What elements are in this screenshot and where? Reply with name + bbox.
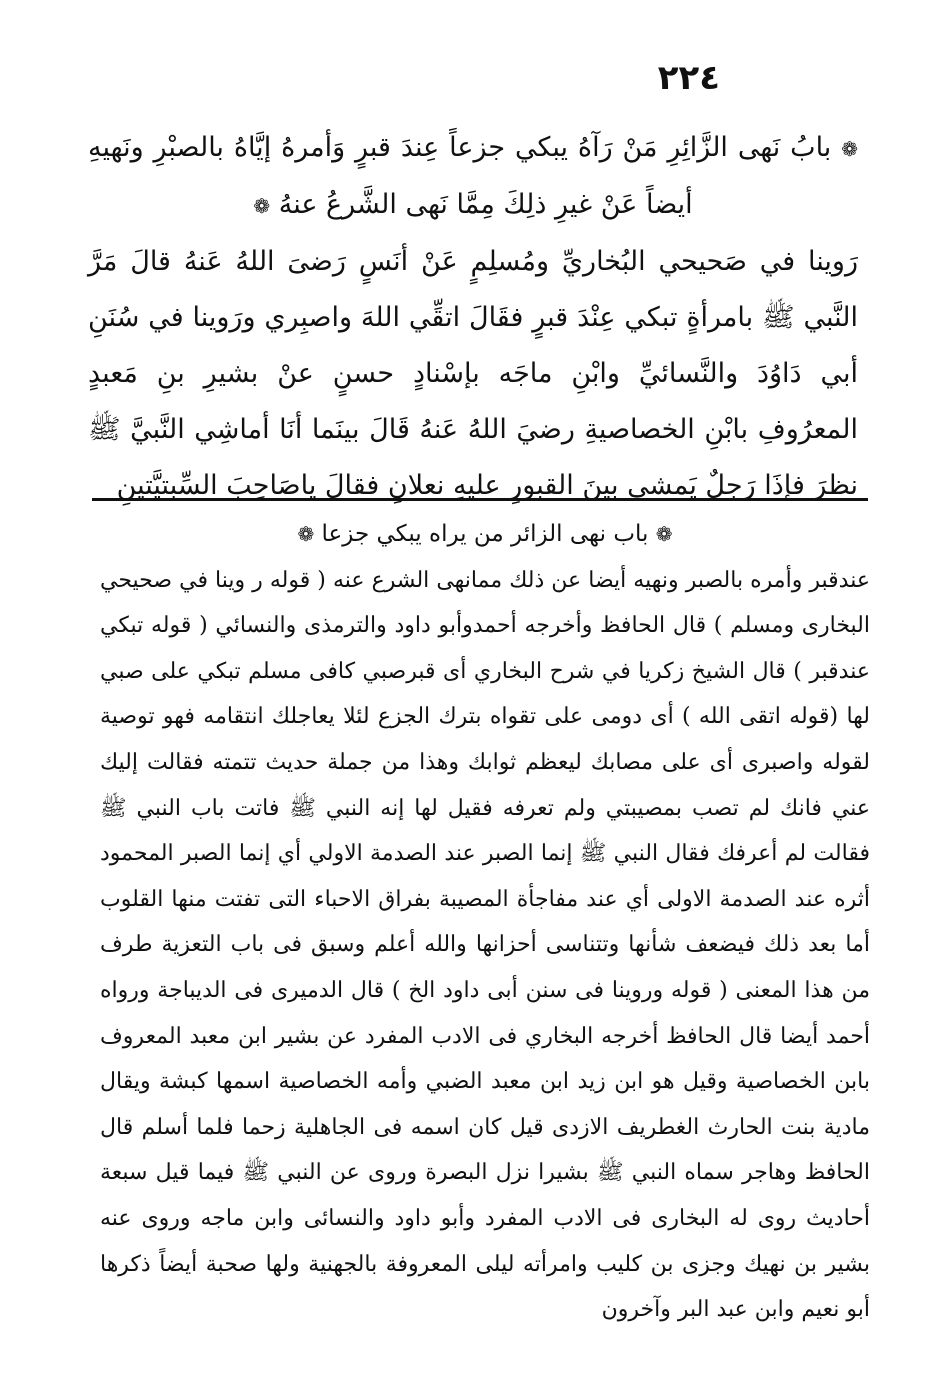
commentary-text: عندقبر وأمره بالصبر ونهيه أيضا عن ذلك ممانهى الشرع عنه ( قوله ر وينا في صحيحي البخارى ومسلم ) قال الحافظ وأخرجه أحمدوأبو داود والترمذى والنسائي ( قوله تبكي عندقبر ) قال الشيخ زكريا في شرح البخاري أى قبرصبي كافى مسلم تبكي على صبي لها (قوله اتقى الله ) أى دومى على تقواه بترك الجزع لئلا يعاجلك انتقامه فهو توصية لقوله واصبرى أى على مصابك ليعظم ثوابك وهذا من جملة حديث تتمته فقالت إليك عني فانك لم تصب بمصيبتي ولم تعرفه فقيل لها إنه النبي ﷺ فاتت باب النبي ﷺ فقالت لم أعرفك فقال النبي ﷺ إنما الصبر عند الصدمة الاولي أي إنما الصبر المحمود أثره عند الصدمة الاولى أي عند مفاجأة المصيبة بفراق الاحباء التى تفتت منها القلوب أما بعد ذلك فيضعف شأنها وتتناسى أحزانها والله أعلم وسبق فى باب التعزية طرف من هذا المعنى ( قوله وروينا فى سنن أبى داود الخ ) قال الدميرى فى الديباجة ورواه أحمد أيضا قال الحافظ أخرجه البخاري فى الادب المفرد عن بشير ابن معبد المعروف بابن الخصاصية وقيل هو ابن زيد ابن معبد الضبي وأمه الخصاصية اسمها كبشة ويقال مادية بنت الحارث الغطريف الازدى قيل كان اسمه فى الجاهلية زحما فلما أسلم قال الحافظ وهاجر سماه النبي ﷺ بشيرا نزل البصرة وروى عن النبي ﷺ فيما قيل سبعة أحاديث روى له البخارى فى الادب المفرد وأبو داود والنسائى وابن ماجه وروى عنه بشير بن نهيك وجزى بن كليب وامرأته ليلى المعروفة بالجهنية ولها صحبة أيضاً ذكرها أبو نعيم وابن عبد البر وآخرون xyxy=(100,567,871,1323)
commentary-heading xyxy=(100,512,870,558)
flower-ornament-icon: ❁ xyxy=(253,194,271,218)
matn-text: رَوينا في صَحيحي البُخاريِّ ومُسلِمٍ عَنْ أنَسٍ رَضىَ اللهُ عَنهُ قالَ مَرَّ النَّبي ﷺ بامرأةٍ تبكي عِنْدَ قبرٍ فقَالَ اتقِّي اللهَ واصبِري ورَوينا في سُنَنِ أبي دَاوُدَ والنَّسائيِّ وابْنِ ماجَه بإسْنادٍ حسنٍ عنْ بشيرِ بنِ مَعبدٍ المعرُوفِ بابْنِ الخصاصيةِ رضيَ اللهُ عَنهُ قَالَ بينَما أنَا أماشِي النَّبيَّ ﷺ نظرَ فإذَا رَجلٌ يَمشي بينَ القبورِ عليهِ نعلانِ فقالَ ياصَاحِبَ السِّبتيَّتينِ xyxy=(88,246,858,501)
flower-ornament-icon: ❁ xyxy=(655,522,673,546)
flower-ornament-icon: ❁ xyxy=(841,137,858,161)
section-divider xyxy=(92,498,868,501)
chapter-heading-text: بابُ نَهى الزَّائِرِ مَنْ رَآهُ يبكي جزعاً عِندَ قبرٍ وَأمرهُ إيَّاهُ بالصبْرِ ونَهيهِ أيضاً عَنْ غيرِ ذلِكَ مِمَّا نَهى الشَّرعُ عنهُ xyxy=(88,132,832,220)
matn-block xyxy=(88,120,858,514)
flower-ornament-icon: ❁ xyxy=(297,522,315,546)
commentary-heading-text: باب نهى الزائر من يراه يبكي جزعا xyxy=(321,521,649,547)
commentary-block xyxy=(100,512,870,1333)
chapter-heading xyxy=(88,120,858,234)
page-number: ٢٢٤ xyxy=(657,58,720,98)
